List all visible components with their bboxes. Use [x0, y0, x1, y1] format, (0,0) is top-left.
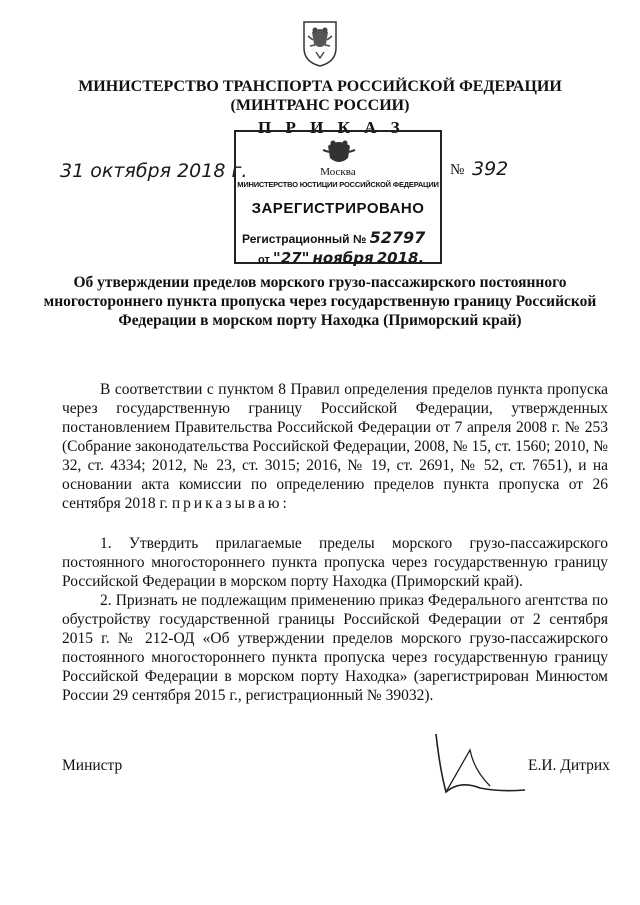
order-item-1: 1. Утвердить прилагаемые пределы морского грузо-пассажирского постоянного многостороннего пункта пропуска через государственную границу Российской Федерации в морском порту Находка (Приморский край).: [62, 535, 608, 590]
stamp-date-month: ноября: [312, 249, 374, 267]
stamp-reg-line: [242, 228, 446, 247]
preamble-text: В соответствии с пунктом 8 Правил определения пределов пункта пропуска через государственную границу Российской Федерации, утвержденных постановлением Правительства Российской Федерации от 7 апреля 2008 г. № 253 (Собрание законодательства Российской Федерации, 2008, № 15, ст. 1560; 2010, № 32, ст. 4334; 2012, № 23, ст. 3015; 2016, № 19, ст. 2691, № 52, ст. 7651), и на основании акта комиссии по определению пределов пункта пропуска от 26 сентября 2018 г.: [62, 381, 608, 512]
registration-stamp: [234, 130, 442, 267]
ministry-name: МИНИСТЕРСТВО ТРАНСПОРТА РОССИЙСКОЙ ФЕДЕРАЦИИ: [78, 78, 562, 95]
stamp-emblem-icon: [320, 136, 358, 168]
preamble-paragraph: [62, 380, 608, 513]
order-number-prefix: №: [450, 162, 465, 178]
document-type: П Р И К А З: [258, 118, 405, 137]
ministry-short-name: (МИНТРАНС РОССИИ): [230, 97, 410, 114]
order-number: 392: [472, 158, 509, 180]
preamble-verb: приказываю:: [171, 495, 290, 512]
stamp-city: Москва: [320, 166, 356, 178]
stamp-date-day: "27": [272, 249, 310, 267]
signature-scribble: [430, 730, 540, 800]
stamp-date-year: 2018.: [376, 249, 425, 267]
stamp-reg-label: Регистрационный №: [242, 232, 367, 246]
stamp-reg-number: 52797: [369, 228, 426, 247]
stamp-date-prefix: от: [258, 254, 270, 266]
order-item-2: 2. Признать не подлежащим применению приказ Федерального агентства по обустройству государственной границы Российской Федерации от 2 сентября 2015 г. № 212-ОД «Об утверждении пределов морского грузо-пассажирского постоянного многостороннего пункта пропуска через государственную границу Российской Федерации в морском порту Находка» (зарегистрирован Минюстом России 29 сентября 2015 г., регистрационный № 39032).: [62, 592, 608, 704]
signer-name: Е.И. Дитрих: [528, 757, 610, 774]
stamp-registered: ЗАРЕГИСТРИРОВАНО: [251, 200, 425, 217]
order-date: 31 октября 2018 г.: [60, 160, 248, 182]
signer-position: Министр: [62, 757, 123, 774]
stamp-date-line: [258, 249, 462, 267]
state-emblem-icon: [298, 18, 342, 68]
order-subject: Об утверждении пределов морского грузо-пассажирского постоянного многостороннего пункта пропуска через государственную границу Российской Федерации в морском порту Находка (Приморский край): [43, 274, 597, 329]
stamp-organization: МИНИСТЕРСТВО ЮСТИЦИИ РОССИЙСКОЙ ФЕДЕРАЦИИ: [237, 180, 439, 189]
